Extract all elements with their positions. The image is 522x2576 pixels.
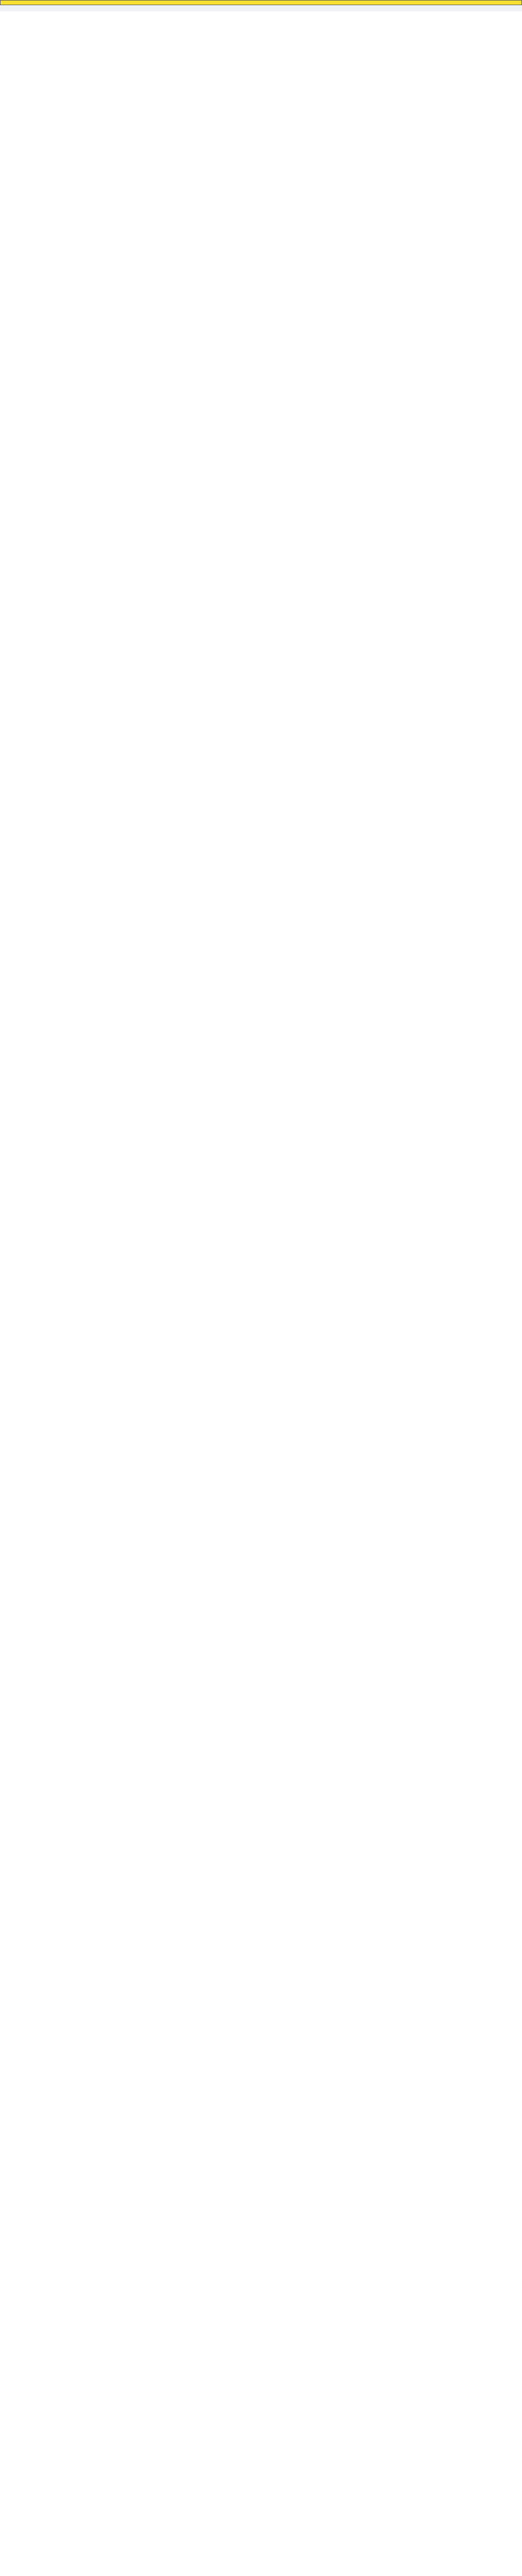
continuation-note xyxy=(0,5,522,11)
risk-area-table xyxy=(0,0,522,5)
divider-cell xyxy=(1,1,522,5)
medium-risk-divider xyxy=(1,1,522,5)
